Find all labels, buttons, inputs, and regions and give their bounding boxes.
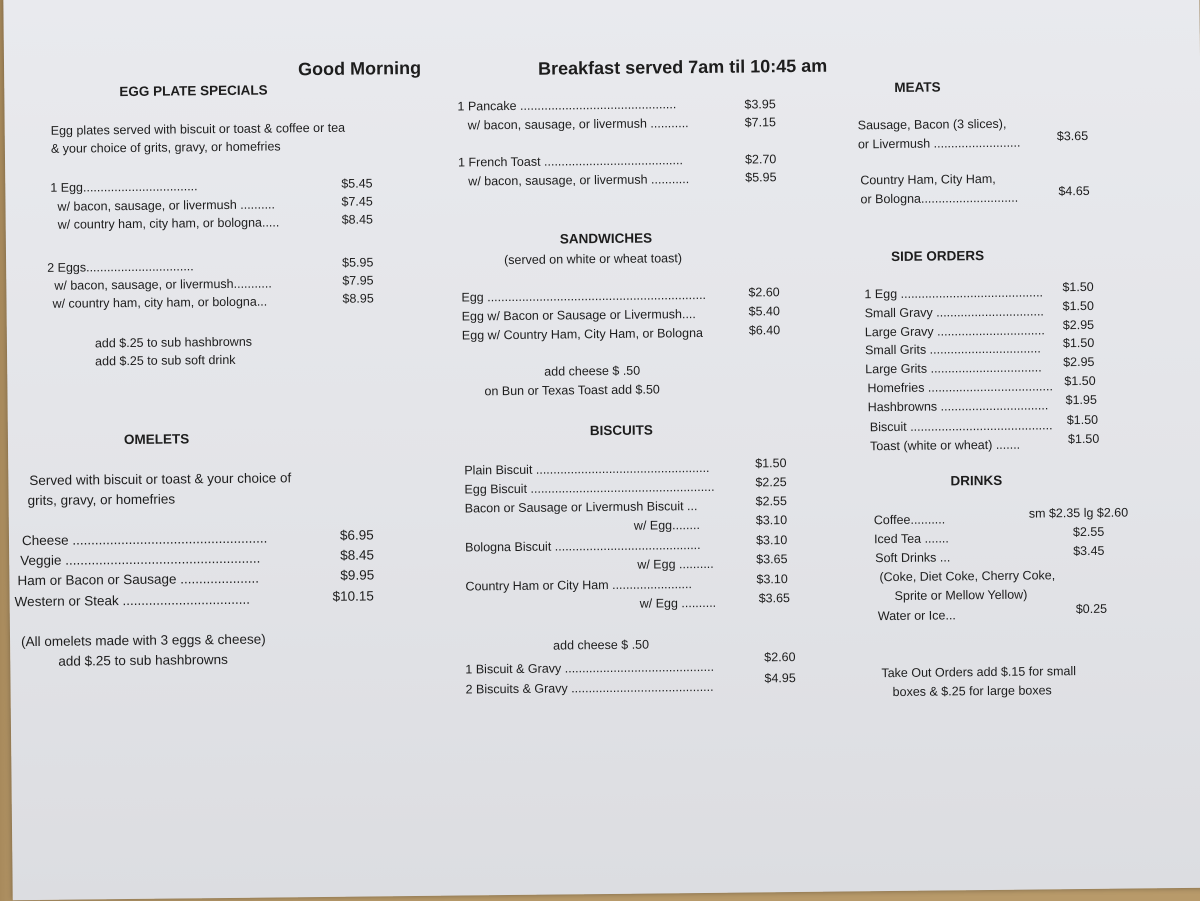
menu-item-price: $2.60 [748, 285, 780, 300]
menu-item-label: 1 Egg ......................................... [864, 285, 1044, 302]
menu-item-price: $2.55 [755, 494, 787, 509]
menu-item-price: $1.50 [1064, 373, 1096, 389]
menu-item-price: $3.10 [755, 513, 788, 528]
menu-item-price: $7.95 [342, 273, 374, 288]
menu-item-price: $5.95 [745, 170, 777, 185]
omelets-title: OMELETS [123, 431, 190, 448]
menu-item-label: Western or Steak .................................. [14, 591, 251, 610]
menu-item-label: Bologna Biscuit .......................................... [465, 538, 701, 555]
meats-title: MEATS [894, 79, 941, 95]
menu-item-price: $3.65 [758, 591, 790, 606]
menu-item-price: $0.25 [1075, 601, 1108, 617]
egg-plate-desc: & your choice of grits, gravy, or homefries [50, 139, 281, 156]
menu-item-price: $2.70 [744, 152, 777, 167]
menu-item-label: w/ country ham, city ham, or bologna... [52, 294, 268, 311]
menu-item-price: $1.95 [1065, 392, 1097, 408]
menu-item-price: $10.15 [332, 588, 374, 604]
menu-item-label: w/ bacon, sausage, or livermush ........... [467, 116, 689, 133]
menu-item-label: 1 Egg................................. [50, 179, 198, 195]
breakfast-hours-heading: Breakfast served 7am til 10:45 am [537, 55, 828, 79]
menu-item-label: Country Ham or City Ham ....................... [465, 577, 693, 594]
menu-item-label: 1 Biscuit & Gravy ........................................... [465, 659, 715, 677]
menu-item-label: Plain Biscuit .................................................. [464, 460, 710, 478]
sandwiches-title: SANDWICHES [559, 230, 653, 247]
sandwiches-note: on Bun or Texas Toast add $.50 [484, 382, 660, 399]
menu-item-label: 1 Pancake ............................................. [457, 97, 677, 114]
menu-item-price: $1.50 [1066, 412, 1099, 428]
menu-item-price: $3.95 [744, 97, 776, 112]
menu-item-price: $2.60 [764, 650, 796, 665]
omelets-note: add $.25 to sub hashbrowns [58, 651, 228, 669]
menu-item-price: $3.10 [755, 533, 788, 548]
menu-item-label: Homefries .................................... [867, 379, 1053, 396]
menu-item-label: Toast (white or wheat) ....... [869, 437, 1021, 454]
menu-item-label: 1 French Toast ........................................ [457, 153, 683, 170]
drinks-title: DRINKS [950, 472, 1003, 489]
takeout-note: Take Out Orders add $.15 for small [881, 664, 1077, 681]
menu-item-label: Biscuit ......................................... [869, 418, 1053, 435]
biscuits-note: add cheese $ .50 [553, 637, 650, 653]
menu-item-price: $8.95 [342, 291, 374, 306]
menu-item-label: 2 Biscuits & Gravy ......................................... [465, 679, 714, 697]
menu-item-price: $5.40 [748, 304, 780, 319]
meat-item-label: or Bologna............................ [860, 190, 1019, 207]
menu-sheet [3, 0, 1200, 900]
menu-item-price: $5.45 [341, 176, 373, 191]
sandwiches-note: add cheese $ .50 [544, 363, 641, 379]
menu-item-price: sm $2.35 lg $2.60 [1028, 505, 1129, 521]
greeting-heading: Good Morning [297, 57, 422, 80]
menu-item-label: Small Gravy ............................... [864, 304, 1044, 321]
menu-item-label: w/ Egg .......... [637, 556, 714, 572]
menu-item-label: Ham or Bacon or Sausage ..................... [17, 570, 260, 589]
biscuits-title: BISCUITS [589, 422, 653, 439]
menu-item-price: $1.50 [1062, 298, 1094, 314]
menu-item-price: $4.95 [764, 671, 796, 686]
menu-item-price: $3.45 [1073, 543, 1105, 559]
menu-item-price: $7.45 [341, 194, 373, 209]
sandwiches-subtitle: (served on white or wheat toast) [504, 251, 683, 268]
omelets-note: (All omelets made with 3 eggs & cheese) [20, 631, 266, 650]
menu-item-label: Large Grits ................................ [865, 360, 1042, 377]
meat-item-label: or Livermush ......................... [857, 135, 1021, 152]
omelets-desc: grits, gravy, or homefries [27, 491, 176, 509]
meat-item-label: Sausage, Bacon (3 slices), [857, 116, 1007, 133]
menu-item-label: Egg w/ Bacon or Sausage or Livermush.... [461, 307, 696, 324]
menu-item-price: $3.10 [756, 572, 788, 587]
menu-item-price: $8.45 [340, 547, 375, 563]
menu-item-price: $3.65 [1056, 128, 1089, 144]
menu-item-price: $1.50 [1062, 335, 1095, 351]
menu-item-price: $1.50 [1062, 279, 1094, 295]
menu-item-price: $9.95 [340, 567, 375, 583]
menu-item-price: $1.50 [755, 456, 787, 471]
menu-item-price: $6.40 [748, 323, 781, 338]
menu-item-price: $4.65 [1058, 183, 1090, 199]
menu-item-label: Egg w/ Country Ham, City Ham, or Bologna [461, 325, 704, 343]
menu-item-price: $7.15 [744, 115, 777, 130]
menu-item-label: Bacon or Sausage or Livermush Biscuit ... [464, 499, 698, 516]
egg-plate-desc: Egg plates served with biscuit or toast & coffee or tea [50, 120, 346, 138]
egg-plate-note: add $.25 to sub soft drink [95, 352, 236, 369]
menu-item-label: Cheese .................................................... [21, 530, 268, 549]
side-orders-title: SIDE ORDERS [890, 248, 985, 265]
menu-item-label: Soft Drinks ... [875, 550, 951, 566]
menu-item-price: $8.45 [341, 212, 374, 227]
menu-item-price: $2.95 [1063, 354, 1095, 370]
menu-item-label: w/ bacon, sausage, or livermush ........... [468, 172, 690, 189]
menu-item-price: $2.55 [1072, 524, 1105, 540]
menu-item-label: w/ Egg........ [633, 518, 700, 533]
menu-item-label: Water or Ice... [877, 608, 956, 624]
menu-item-label: 2 Eggs............................... [47, 259, 194, 275]
menu-item-price: $6.95 [339, 527, 374, 543]
menu-item-price: $2.25 [755, 475, 787, 490]
egg-plate-note: add $.25 to sub hashbrowns [94, 334, 253, 351]
menu-item-price: $3.65 [756, 552, 788, 567]
egg-plate-title: EGG PLATE SPECIALS [119, 82, 268, 100]
menu-item-price: $1.50 [1067, 431, 1100, 447]
menu-item-label: Coffee.......... [873, 512, 946, 528]
menu-item-label: Iced Tea ....... [873, 531, 949, 547]
menu-item-label: w/ bacon, sausage, or livermush .......... [57, 197, 276, 214]
menu-item-price: $2.95 [1062, 317, 1095, 333]
menu-item-label: w/ country ham, city ham, or bologna..... [57, 215, 280, 232]
menu-item-label: Small Grits ................................ [864, 341, 1041, 358]
menu-item-label: Egg Biscuit ..................................................... [464, 479, 715, 497]
omelets-desc: Served with biscuit or toast & your choice of [29, 470, 292, 489]
soda-list: Sprite or Mellow Yellow) [894, 587, 1028, 603]
takeout-note: boxes & $.25 for large boxes [892, 683, 1052, 700]
soda-list: (Coke, Diet Coke, Cherry Coke, [879, 568, 1056, 585]
menu-item-label: Egg ............................................................... [461, 287, 707, 305]
menu-item-label: Large Gravy ............................... [864, 323, 1045, 340]
menu-item-label: Veggie .................................................... [20, 550, 261, 569]
menu-item-label: w/ bacon, sausage, or livermush........... [54, 276, 272, 293]
menu-item-label: w/ Egg .......... [639, 595, 717, 611]
menu-item-label: Hashbrowns ............................... [867, 398, 1049, 415]
menu-item-price: $5.95 [342, 255, 374, 270]
meat-item-label: Country Ham, City Ham, [860, 171, 996, 188]
